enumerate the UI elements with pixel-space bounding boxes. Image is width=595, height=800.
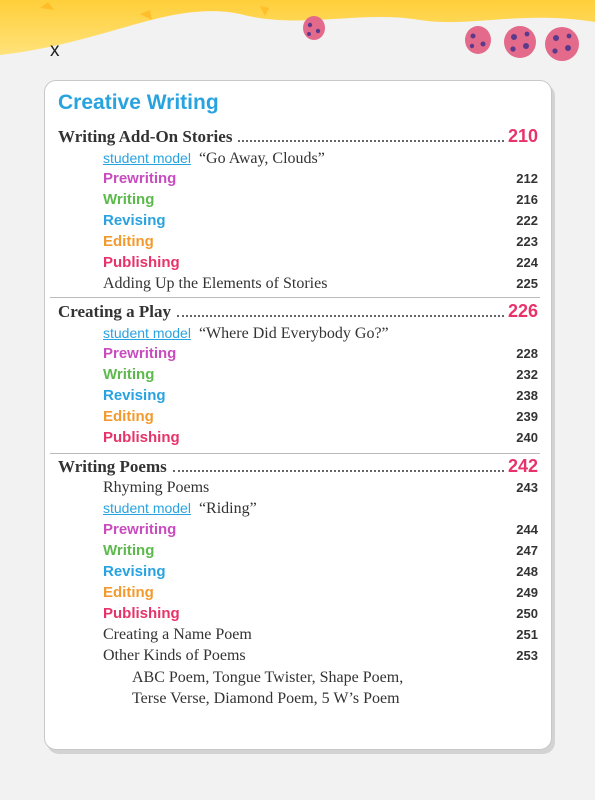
- entry-page: 223: [516, 234, 538, 249]
- entry-label: Publishing: [103, 254, 180, 271]
- poem-kinds-list: [132, 667, 532, 709]
- entry-label: Publishing: [103, 605, 180, 622]
- ladybug-icon: [504, 26, 536, 58]
- student-model-line: [103, 150, 325, 170]
- entry-page: 232: [516, 367, 538, 382]
- toc-entry-revising[interactable]: [103, 212, 538, 232]
- entry-page: 250: [516, 606, 538, 621]
- toc-entry-writing[interactable]: [103, 542, 538, 562]
- chapter-page: 226: [507, 301, 538, 321]
- toc-entry[interactable]: [103, 479, 538, 499]
- student-model-line: [103, 325, 389, 345]
- student-model-title: “Go Away, Clouds”: [198, 150, 325, 167]
- student-model-title: “Where Did Everybody Go?”: [198, 325, 389, 342]
- entry-page: 239: [516, 409, 538, 424]
- ladybug-icon: [303, 16, 325, 40]
- entry-label: Publishing: [103, 429, 180, 446]
- entry-page: 228: [516, 346, 538, 361]
- entry-label: Editing: [103, 584, 154, 601]
- toc-entry-prewriting[interactable]: [103, 345, 538, 365]
- page-number: x: [50, 40, 60, 61]
- entry-page: 251: [516, 627, 538, 642]
- entry-page: 248: [516, 564, 538, 579]
- chapter-heading[interactable]: [58, 126, 538, 148]
- entry-page: 249: [516, 585, 538, 600]
- entry-label: Prewriting: [103, 345, 177, 362]
- entry-label: Revising: [103, 387, 166, 404]
- entry-page: 243: [516, 480, 538, 495]
- toc-entry-editing[interactable]: [103, 584, 538, 604]
- entry-page: 225: [516, 276, 538, 291]
- chapter-title: Creating a Play: [58, 302, 172, 321]
- divider: [50, 453, 540, 454]
- entry-label: Rhyming Poems: [103, 479, 210, 496]
- entry-label: Revising: [103, 212, 166, 229]
- divider: [50, 297, 540, 298]
- toc-entry[interactable]: [103, 626, 538, 646]
- student-model-tag: student model: [103, 150, 191, 166]
- entry-page: 212: [516, 171, 538, 186]
- toc-entry-revising[interactable]: [103, 563, 538, 583]
- student-model-line: [103, 500, 257, 520]
- entry-page: 238: [516, 388, 538, 403]
- toc-entry[interactable]: [103, 275, 538, 295]
- entry-label: Creating a Name Poem: [103, 626, 252, 643]
- entry-page: 224: [516, 255, 538, 270]
- toc-entry-writing[interactable]: [103, 191, 538, 211]
- entry-label: Prewriting: [103, 521, 177, 538]
- toc-entry[interactable]: [103, 647, 538, 667]
- toc-entry-prewriting[interactable]: [103, 521, 538, 541]
- dot-leader: [238, 140, 504, 142]
- student-model-title: “Riding”: [198, 500, 257, 517]
- ladybug-icon: [545, 27, 579, 61]
- chapter-title: Writing Add-On Stories: [58, 127, 233, 146]
- toc-entry-prewriting[interactable]: [103, 170, 538, 190]
- chapter-page: 210: [507, 126, 538, 146]
- ladybug-icon: [465, 26, 491, 54]
- toc-entry-editing[interactable]: [103, 408, 538, 428]
- toc-entry-publishing[interactable]: [103, 605, 538, 625]
- chapter-heading[interactable]: [58, 456, 538, 478]
- entry-label: Writing: [103, 366, 155, 383]
- entry-label: Other Kinds of Poems: [103, 647, 246, 664]
- entry-page: 244: [516, 522, 538, 537]
- toc-entry-writing[interactable]: [103, 366, 538, 386]
- entry-label: Adding Up the Elements of Stories: [103, 275, 328, 292]
- toc-entry-publishing[interactable]: [103, 254, 538, 274]
- entry-page: 253: [516, 648, 538, 663]
- entry-label: Prewriting: [103, 170, 177, 187]
- poem-kinds-line: Terse Verse, Diamond Poem, 5 W’s Poem: [132, 690, 400, 707]
- entry-label: Writing: [103, 191, 155, 208]
- entry-label: Editing: [103, 233, 154, 250]
- student-model-tag: student model: [103, 500, 191, 516]
- entry-page: 240: [516, 430, 538, 445]
- toc-entry-publishing[interactable]: [103, 429, 538, 449]
- entry-page: 216: [516, 192, 538, 207]
- chapter-heading[interactable]: [58, 301, 538, 323]
- dot-leader: [177, 315, 504, 317]
- student-model-tag: student model: [103, 325, 191, 341]
- chapter-title: Writing Poems: [58, 457, 167, 476]
- toc-entry-revising[interactable]: [103, 387, 538, 407]
- dot-leader: [173, 470, 504, 472]
- entry-page: 222: [516, 213, 538, 228]
- entry-label: Editing: [103, 408, 154, 425]
- toc-entry-editing[interactable]: [103, 233, 538, 253]
- section-title: Creative Writing: [58, 91, 219, 114]
- poem-kinds-line: ABC Poem, Tongue Twister, Shape Poem,: [132, 669, 404, 686]
- entry-label: Writing: [103, 542, 155, 559]
- entry-label: Revising: [103, 563, 166, 580]
- chapter-page: 242: [507, 456, 538, 476]
- entry-page: 247: [516, 543, 538, 558]
